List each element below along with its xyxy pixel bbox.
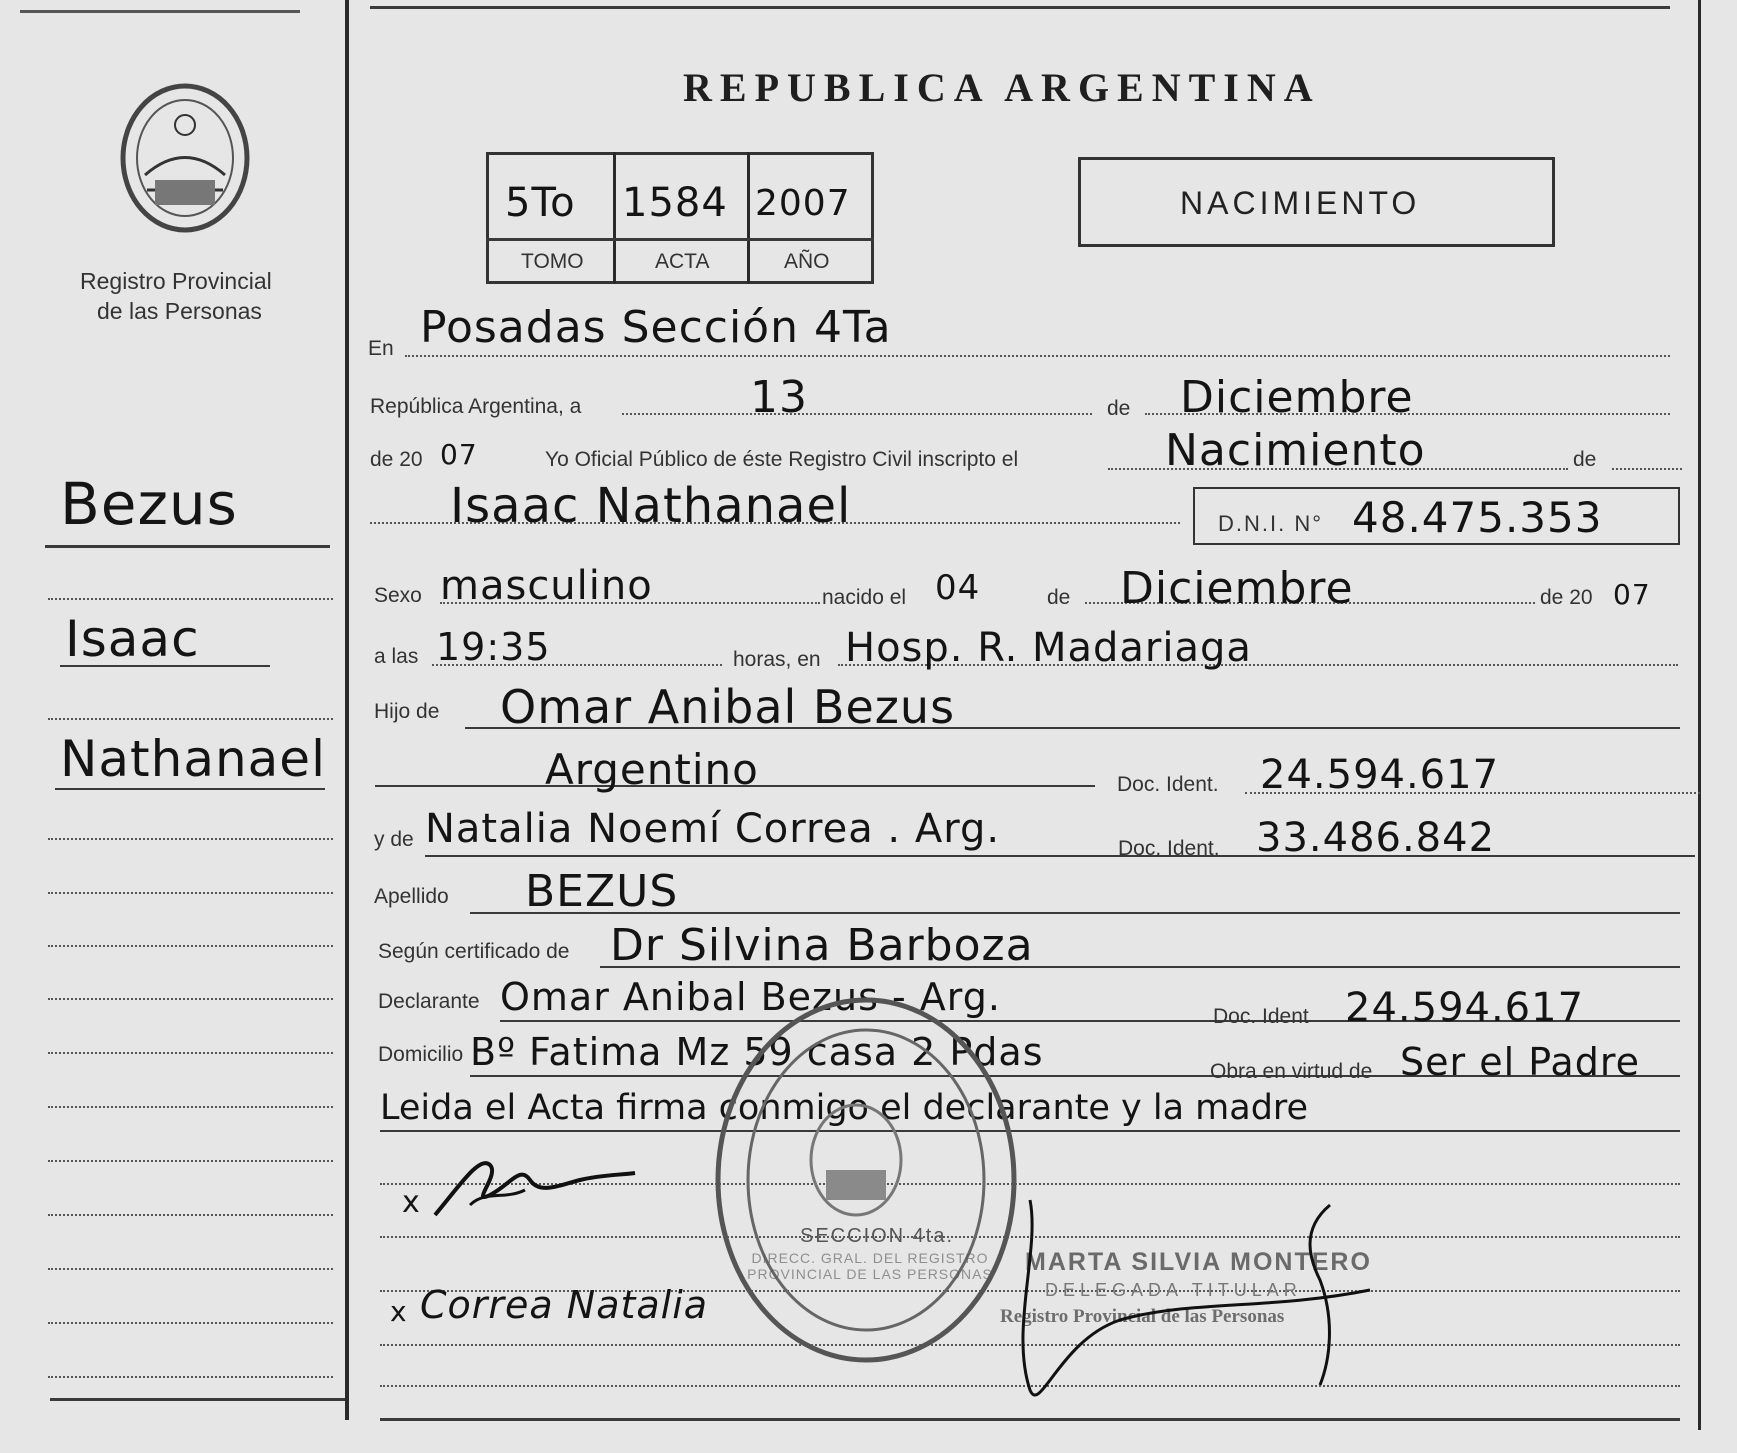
value-certificate: Dr Silvina Barboza bbox=[610, 920, 1034, 971]
margin-rule-second bbox=[55, 788, 325, 790]
value-surname: BEZUS bbox=[525, 866, 679, 917]
value-year-suffix: 07 bbox=[440, 438, 478, 471]
signature-mark-1: x bbox=[402, 1185, 421, 1220]
margin-bottom-rule bbox=[50, 1398, 345, 1401]
registry-name-line1: Registro Provincial bbox=[80, 268, 272, 294]
stamp-section: SECCION 4ta. bbox=[800, 1225, 955, 1247]
value-mother: Natalia Noemí Correa . Arg. bbox=[425, 806, 1001, 852]
margin-first-name: Isaac bbox=[65, 610, 200, 668]
margin-rule-surname bbox=[45, 545, 330, 548]
value-day: 13 bbox=[750, 372, 808, 423]
value-place: Posadas Sección 4Ta bbox=[420, 302, 892, 353]
margin-dots-8 bbox=[48, 1106, 333, 1108]
ano-value: 2007 bbox=[755, 183, 851, 224]
label-a-las: a las bbox=[374, 645, 419, 668]
label-obra: Obra en virtud de bbox=[1210, 1060, 1373, 1083]
value-declarant: Omar Anibal Bezus - Arg. bbox=[500, 975, 1001, 1019]
margin-dots-7 bbox=[48, 1052, 333, 1054]
value-mother-doc: 33.486.842 bbox=[1256, 815, 1496, 861]
margin-dots-5 bbox=[48, 945, 333, 947]
official-title: DELEGADA TITULAR bbox=[1045, 1280, 1302, 1300]
top-rule bbox=[370, 6, 1670, 9]
value-father-nationality: Argentino bbox=[545, 745, 759, 794]
registry-name-line2: de las Personas bbox=[97, 298, 262, 324]
value-father: Omar Anibal Bezus bbox=[500, 680, 956, 734]
margin-dots-11 bbox=[48, 1268, 333, 1270]
margin-dots-2 bbox=[48, 718, 333, 720]
margin-dots-9 bbox=[48, 1160, 333, 1162]
record-box-divider-2 bbox=[747, 152, 750, 284]
official-name: MARTA SILVIA MONTERO bbox=[1025, 1248, 1372, 1276]
value-birthplace: Hosp. R. Madariaga bbox=[845, 625, 1252, 671]
line-day bbox=[622, 413, 1092, 415]
label-declarante: Declarante bbox=[378, 990, 480, 1013]
value-birth-day: 04 bbox=[935, 568, 981, 608]
declarant-signature bbox=[430, 1145, 640, 1225]
line-mother bbox=[425, 855, 1695, 857]
label-republica: República Argentina, a bbox=[370, 395, 582, 418]
margin-divider bbox=[345, 0, 349, 1420]
label-segun: Según certificado de bbox=[378, 940, 570, 963]
margin-dots-6 bbox=[48, 998, 333, 1000]
provincial-seal bbox=[115, 80, 255, 240]
value-birth-month: Diciembre bbox=[1120, 563, 1354, 614]
official-signature bbox=[1000, 1190, 1380, 1420]
signature-mark-2: x bbox=[390, 1295, 408, 1328]
margin-dots-4 bbox=[48, 892, 333, 894]
tomo-label: TOMO bbox=[521, 250, 584, 273]
value-address: Bº Fatima Mz 59 casa 2 Pdas bbox=[470, 1030, 1044, 1074]
label-hijo: Hijo de bbox=[374, 700, 440, 723]
value-closing: Leida el Acta firma conmigo el declarante y la madre bbox=[380, 1088, 1309, 1128]
registry-stamp bbox=[712, 990, 1020, 1370]
label-horas: horas, en bbox=[733, 648, 821, 671]
line-closing bbox=[380, 1130, 1680, 1132]
mother-signature: Correa Natalia bbox=[420, 1283, 709, 1327]
record-box-divider-1 bbox=[613, 152, 616, 284]
margin-rule-first bbox=[60, 665, 270, 667]
label-domicilio: Domicilio bbox=[378, 1043, 464, 1066]
record-type: NACIMIENTO bbox=[1180, 185, 1421, 221]
value-birth-year: 07 bbox=[1613, 578, 1651, 611]
value-dni: 48.475.353 bbox=[1352, 493, 1603, 542]
tomo-value: 5To bbox=[505, 180, 576, 226]
label-nacido: nacido el bbox=[822, 586, 907, 609]
label-apellido: Apellido bbox=[374, 885, 449, 908]
margin-dots-3 bbox=[48, 838, 333, 840]
country-title: REPUBLICA ARGENTINA bbox=[683, 65, 1321, 110]
value-month: Diciembre bbox=[1180, 372, 1414, 423]
label-de-inscribed: de bbox=[1573, 448, 1597, 471]
margin-dots-10 bbox=[48, 1214, 333, 1216]
value-child-name: Isaac Nathanael bbox=[450, 478, 852, 534]
top-stamp-remnant bbox=[20, 0, 300, 13]
label-oficial: Yo Oficial Público de éste Registro Civil inscripto el bbox=[545, 448, 1019, 471]
label-sexo: Sexo bbox=[374, 584, 422, 607]
label-de-birth: de bbox=[1047, 586, 1071, 609]
value-time: 19:35 bbox=[436, 625, 551, 669]
line-en bbox=[405, 355, 1670, 357]
margin-dots-1 bbox=[48, 598, 333, 600]
value-inscribed: Nacimiento bbox=[1165, 425, 1426, 476]
margin-dots-13 bbox=[48, 1376, 333, 1378]
label-doc-ident-mother: Doc. Ident. bbox=[1118, 837, 1220, 860]
value-declarant-doc: 24.594.617 bbox=[1345, 985, 1585, 1031]
label-doc-ident-father: Doc. Ident. bbox=[1117, 773, 1219, 796]
stamp-ring-text: DIRECC. GRAL. DEL REGISTRO PROVINCIAL DE LAS PERSONAS bbox=[747, 1250, 993, 1282]
margin-surname: Bezus bbox=[60, 470, 238, 538]
label-y-de: y de bbox=[374, 828, 414, 851]
label-doc-ident-declarant: Doc. Ident bbox=[1213, 1005, 1309, 1028]
label-de-month: de bbox=[1107, 397, 1131, 420]
label-en: En bbox=[368, 337, 394, 360]
label-de-20-birth: de 20 bbox=[1540, 586, 1593, 609]
acta-label: ACTA bbox=[655, 250, 710, 273]
label-dni: D.N.I. N° bbox=[1218, 511, 1324, 536]
margin-second-name: Nathanael bbox=[60, 730, 326, 788]
acta-value: 1584 bbox=[622, 180, 728, 226]
line-de-inscribed-tail bbox=[1612, 468, 1682, 470]
ano-label: AÑO bbox=[784, 250, 830, 273]
value-sex: masculino bbox=[440, 563, 653, 609]
official-office: Registro Provincial de las Personas bbox=[1000, 1306, 1285, 1327]
right-border bbox=[1698, 0, 1701, 1430]
record-box-rule bbox=[486, 238, 874, 241]
label-de-20: de 20 bbox=[370, 448, 423, 471]
margin-dots-12 bbox=[48, 1322, 333, 1324]
value-father-doc: 24.594.617 bbox=[1260, 752, 1500, 798]
value-reason: Ser el Padre bbox=[1400, 1040, 1640, 1084]
